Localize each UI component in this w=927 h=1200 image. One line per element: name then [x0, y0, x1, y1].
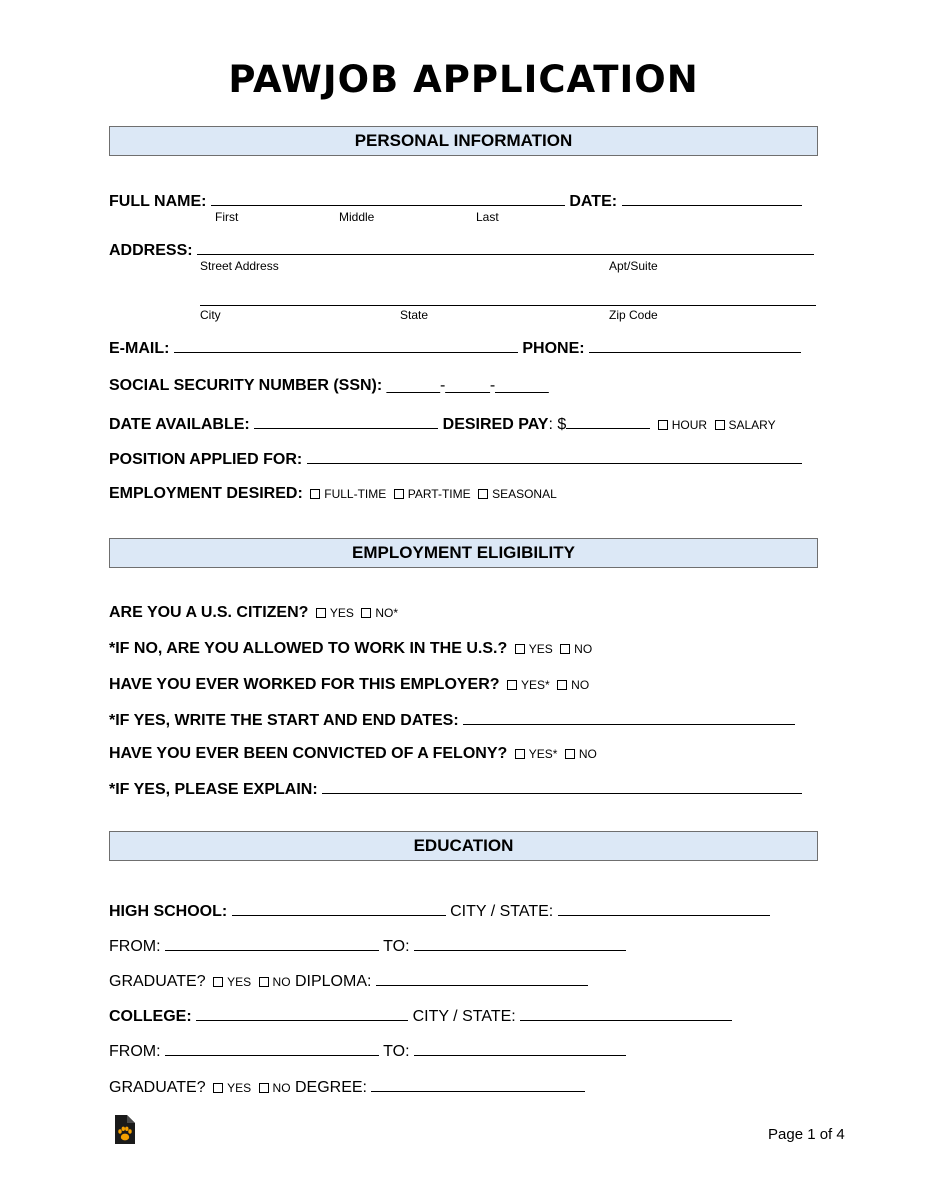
desired-pay-suffix: : $	[548, 416, 567, 433]
email-phone-row	[109, 337, 801, 359]
worked-no-checkbox[interactable]	[557, 680, 567, 690]
college-graduate-yes-label: YES	[227, 1081, 252, 1095]
college-label: COLLEGE:	[109, 1008, 192, 1025]
college-from-to-row	[109, 1040, 626, 1062]
worked-no-label: NO	[571, 678, 590, 692]
seasonal-label: SEASONAL	[492, 487, 557, 501]
salary-checkbox[interactable]	[715, 420, 725, 430]
phone-label: PHONE:	[522, 340, 585, 357]
college-city-state-label: CITY / STATE:	[412, 1008, 516, 1025]
salary-label: SALARY	[728, 418, 776, 432]
address-label: ADDRESS:	[109, 242, 193, 259]
college-to-field[interactable]	[414, 1040, 626, 1056]
phone-field[interactable]	[589, 337, 801, 353]
hs-graduate-no-label: NO	[272, 975, 291, 989]
page-title: PAWJOB APPLICATION	[228, 58, 699, 101]
college-city-state-field[interactable]	[520, 1005, 732, 1021]
part-time-checkbox[interactable]	[394, 489, 404, 499]
apt-caption: Apt/Suite	[609, 259, 658, 273]
allowed-yes-label: YES	[528, 642, 553, 656]
dates-label: *IF YES, WRITE THE START AND END DATES:	[109, 712, 459, 729]
felony-yes-checkbox[interactable]	[515, 749, 525, 759]
hs-to-label: TO:	[383, 938, 410, 955]
worked-label: HAVE YOU EVER WORKED FOR THIS EMPLOYER?	[109, 676, 500, 693]
position-row	[109, 448, 802, 470]
availability-row	[109, 413, 776, 435]
explain-field[interactable]	[322, 778, 802, 794]
middle-caption: Middle	[339, 210, 375, 224]
allowed-yes-checkbox[interactable]	[515, 644, 525, 654]
section-header-personal: PERSONAL INFORMATION	[109, 126, 818, 156]
citizen-no-label: NO*	[375, 606, 399, 620]
dates-row	[109, 709, 795, 731]
hour-label: HOUR	[671, 418, 708, 432]
section-header-education: EDUCATION	[109, 831, 818, 861]
college-graduate-row	[109, 1076, 585, 1098]
hour-checkbox[interactable]	[658, 420, 668, 430]
employment-desired-label: EMPLOYMENT DESIRED:	[109, 485, 303, 502]
desired-pay-field[interactable]	[566, 413, 650, 429]
hs-graduate-no-checkbox[interactable]	[259, 977, 269, 987]
felony-no-label: NO	[578, 747, 597, 761]
felony-label: HAVE YOU EVER BEEN CONVICTED OF A FELONY?	[109, 745, 508, 762]
date-field[interactable]	[622, 190, 802, 206]
allowed-row	[109, 639, 592, 659]
email-label: E-MAIL:	[109, 340, 170, 357]
part-time-label: PART-TIME	[407, 487, 471, 501]
explain-label: *IF YES, PLEASE EXPLAIN:	[109, 781, 318, 798]
degree-field[interactable]	[371, 1076, 585, 1092]
citizen-yes-checkbox[interactable]	[316, 608, 326, 618]
hs-graduate-yes-label: YES	[227, 975, 252, 989]
allowed-no-label: NO	[574, 642, 593, 656]
paw-document-icon	[114, 1114, 136, 1145]
full-time-label: FULL-TIME	[324, 487, 387, 501]
worked-row	[109, 675, 589, 695]
full-name-label: FULL NAME:	[109, 193, 207, 210]
hs-to-field[interactable]	[414, 935, 626, 951]
felony-row	[109, 744, 597, 764]
high-school-field[interactable]	[232, 900, 446, 916]
hs-city-state-label: CITY / STATE:	[450, 903, 554, 920]
high-school-label: HIGH SCHOOL:	[109, 903, 228, 920]
page-number: Page 1 of 4	[768, 1126, 845, 1143]
city-caption: City	[200, 308, 221, 322]
citizen-no-checkbox[interactable]	[361, 608, 371, 618]
explain-row	[109, 778, 802, 800]
position-field[interactable]	[307, 448, 802, 464]
state-caption: State	[400, 308, 429, 322]
diploma-label: DIPLOMA:	[294, 973, 372, 990]
hs-graduate-yes-checkbox[interactable]	[213, 977, 223, 987]
citizen-row	[109, 603, 398, 623]
date-available-label: DATE AVAILABLE:	[109, 416, 250, 433]
section-header-eligibility: EMPLOYMENT ELIGIBILITY	[109, 538, 818, 568]
high-school-row	[109, 900, 770, 922]
full-time-checkbox[interactable]	[310, 489, 320, 499]
ssn-label: SOCIAL SECURITY NUMBER (SSN):	[109, 377, 383, 394]
date-label: DATE:	[569, 193, 618, 210]
college-graduate-no-checkbox[interactable]	[259, 1083, 269, 1093]
city-state-zip-field[interactable]	[200, 305, 816, 306]
street-caption: Street Address	[200, 259, 279, 273]
hs-graduate-label: GRADUATE?	[109, 973, 206, 990]
hs-city-state-field[interactable]	[558, 900, 770, 916]
college-from-field[interactable]	[165, 1040, 379, 1056]
full-name-field[interactable]	[211, 190, 565, 206]
position-label: POSITION APPLIED FOR:	[109, 451, 303, 468]
dates-field[interactable]	[463, 709, 795, 725]
seasonal-checkbox[interactable]	[478, 489, 488, 499]
hs-from-label: FROM:	[109, 938, 161, 955]
full-name-row	[109, 190, 802, 212]
worked-yes-checkbox[interactable]	[507, 680, 517, 690]
ssn-row	[109, 376, 549, 396]
citizen-label: ARE YOU A U.S. CITIZEN?	[109, 604, 309, 621]
email-field[interactable]	[174, 337, 518, 353]
degree-label: DEGREE:	[294, 1079, 367, 1096]
date-available-field[interactable]	[254, 413, 438, 429]
college-field[interactable]	[196, 1005, 408, 1021]
hs-from-to-row	[109, 935, 626, 957]
allowed-label: *IF NO, ARE YOU ALLOWED TO WORK IN THE U.S.?	[109, 640, 508, 657]
worked-yes-label: YES*	[521, 678, 550, 692]
zip-caption: Zip Code	[609, 308, 658, 322]
address-row	[109, 239, 814, 261]
college-from-label: FROM:	[109, 1043, 161, 1060]
college-graduate-yes-checkbox[interactable]	[213, 1083, 223, 1093]
college-graduate-no-label: NO	[272, 1081, 291, 1095]
ssn-field[interactable]: ______-_____-______	[386, 377, 549, 394]
street-address-field[interactable]	[197, 239, 814, 255]
citizen-yes-label: YES	[329, 606, 354, 620]
felony-no-checkbox[interactable]	[565, 749, 575, 759]
college-graduate-label: GRADUATE?	[109, 1079, 206, 1096]
last-caption: Last	[476, 210, 499, 224]
college-to-label: TO:	[383, 1043, 410, 1060]
diploma-field[interactable]	[376, 970, 588, 986]
college-row	[109, 1005, 732, 1027]
allowed-no-checkbox[interactable]	[560, 644, 570, 654]
first-caption: First	[215, 210, 239, 224]
felony-yes-label: YES*	[528, 747, 558, 761]
hs-from-field[interactable]	[165, 935, 379, 951]
desired-pay-label: DESIRED PAY	[442, 416, 549, 433]
hs-graduate-row	[109, 970, 588, 992]
employment-desired-row	[109, 484, 557, 504]
